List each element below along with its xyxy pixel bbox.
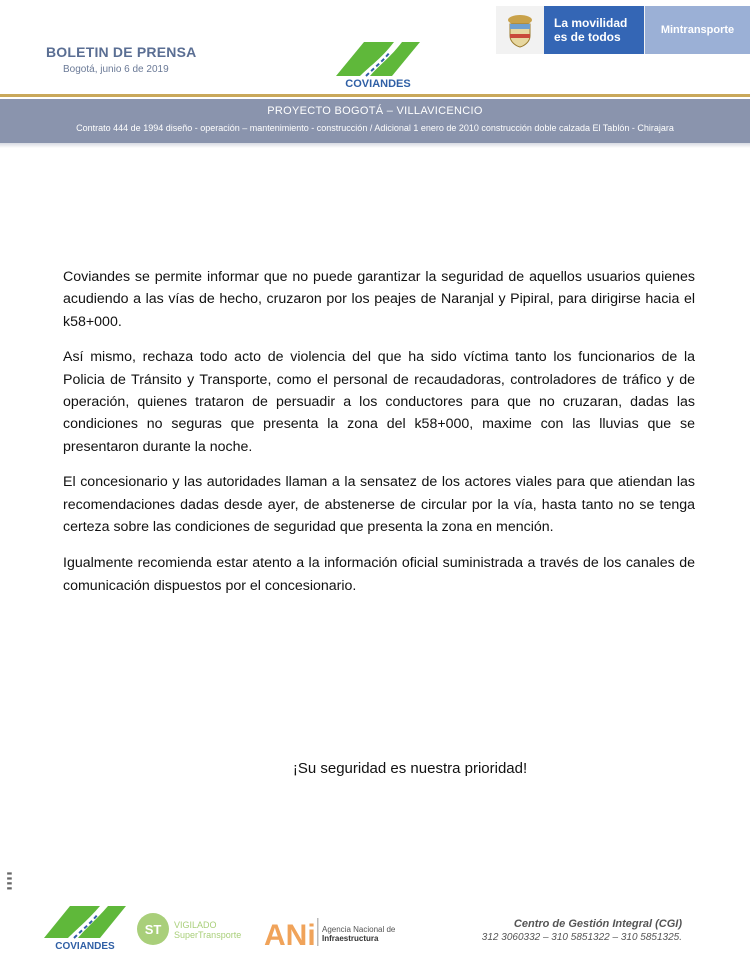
ani-line1: Agencia Nacional de — [322, 925, 396, 934]
svg-text:ST: ST — [144, 922, 162, 937]
paragraph-4: Igualmente recomienda estar atento a la información oficial suministrada a través de los canales de comunicación dispuestos por el concesionario. — [63, 555, 695, 594]
project-band — [0, 99, 750, 143]
cgi-title: Centro de Gestión Integral (CGI) — [513, 918, 682, 930]
coviandes-logo — [330, 36, 426, 90]
band-shadow — [0, 143, 750, 148]
ministry-label: Mintransporte — [645, 6, 750, 54]
footer-logo-wordmark: COVIANDES — [55, 941, 115, 952]
bulletin-date: Bogotá, junio 6 de 2019 — [63, 64, 169, 75]
st-line2: SuperTransporte — [174, 930, 242, 940]
gov-slogan-line1: La movilidad — [554, 16, 628, 30]
colombia-shield-icon — [500, 10, 540, 50]
supertransporte-label — [174, 920, 241, 940]
project-title: PROYECTO BOGOTÁ – VILLAVICENCIO — [267, 105, 483, 117]
project-contract: Contrato 444 de 1994 diseño - operación – mantenimiento - construcción / Adicional 1 enero de 2010 construcción doble calzada El Tablón - Chirajara — [76, 123, 674, 133]
st-line1: VIGILADO — [174, 920, 217, 930]
ani-line2: Infraestructura — [322, 934, 379, 943]
gov-slogan — [544, 6, 644, 54]
bulletin-title: BOLETIN DE PRENSA — [46, 44, 197, 60]
ani-label — [322, 925, 395, 943]
ani-logo — [262, 912, 320, 950]
cgi-contact — [470, 918, 682, 943]
header-divider — [0, 94, 750, 97]
footer-coviandes-logo — [40, 900, 130, 952]
closing-line: ¡Su seguridad es nuestra prioridad! — [292, 760, 528, 777]
gov-slogan-line2: es de todos — [554, 30, 621, 44]
cgi-phones: 312 3060332 – 310 5851322 – 310 5851325. — [481, 932, 682, 943]
logo-wordmark: COVIANDES — [345, 78, 411, 90]
vertical-margin-mark: ▮ ▮ ▮ ▮ — [7, 871, 13, 890]
paragraph-1: Coviandes se permite informar que no puede garantizar la seguridad de aquellos usuarios quienes acudiendo a las vías de hecho, cruzaron por los peajes de Naranjal y Pipiral, para dirigirse hacia el k58+000. — [63, 269, 695, 330]
paragraph-2: Así mismo, rechaza todo acto de violencia del que ha sido víctima tanto los funcionarios de la Policia de Tránsito y Transporte, como el personal de recaudadoras, controladores de tráfico y de operación, quienes trataron de persuadir a los conductores para que no cruzaran, dadas las condiciones no seguras que presenta la zona del k58+000, maxime con las lluvias que se presentaron durante la noche. — [63, 349, 695, 455]
press-release-body — [63, 266, 695, 597]
supertransporte-icon — [136, 912, 170, 946]
paragraph-3: El concesionario y las autoridades llaman a la sensatez de los actores viales para que atiendan las recomendaciones dadas desde ayer, de abstenerse de circular por la vía, hasta tanto no se tenga certeza sobre las condiciones de seguridad que presenta la zona en mención. — [63, 474, 695, 536]
logo-road-shape — [336, 42, 420, 76]
svg-text:ANi: ANi — [264, 919, 316, 950]
